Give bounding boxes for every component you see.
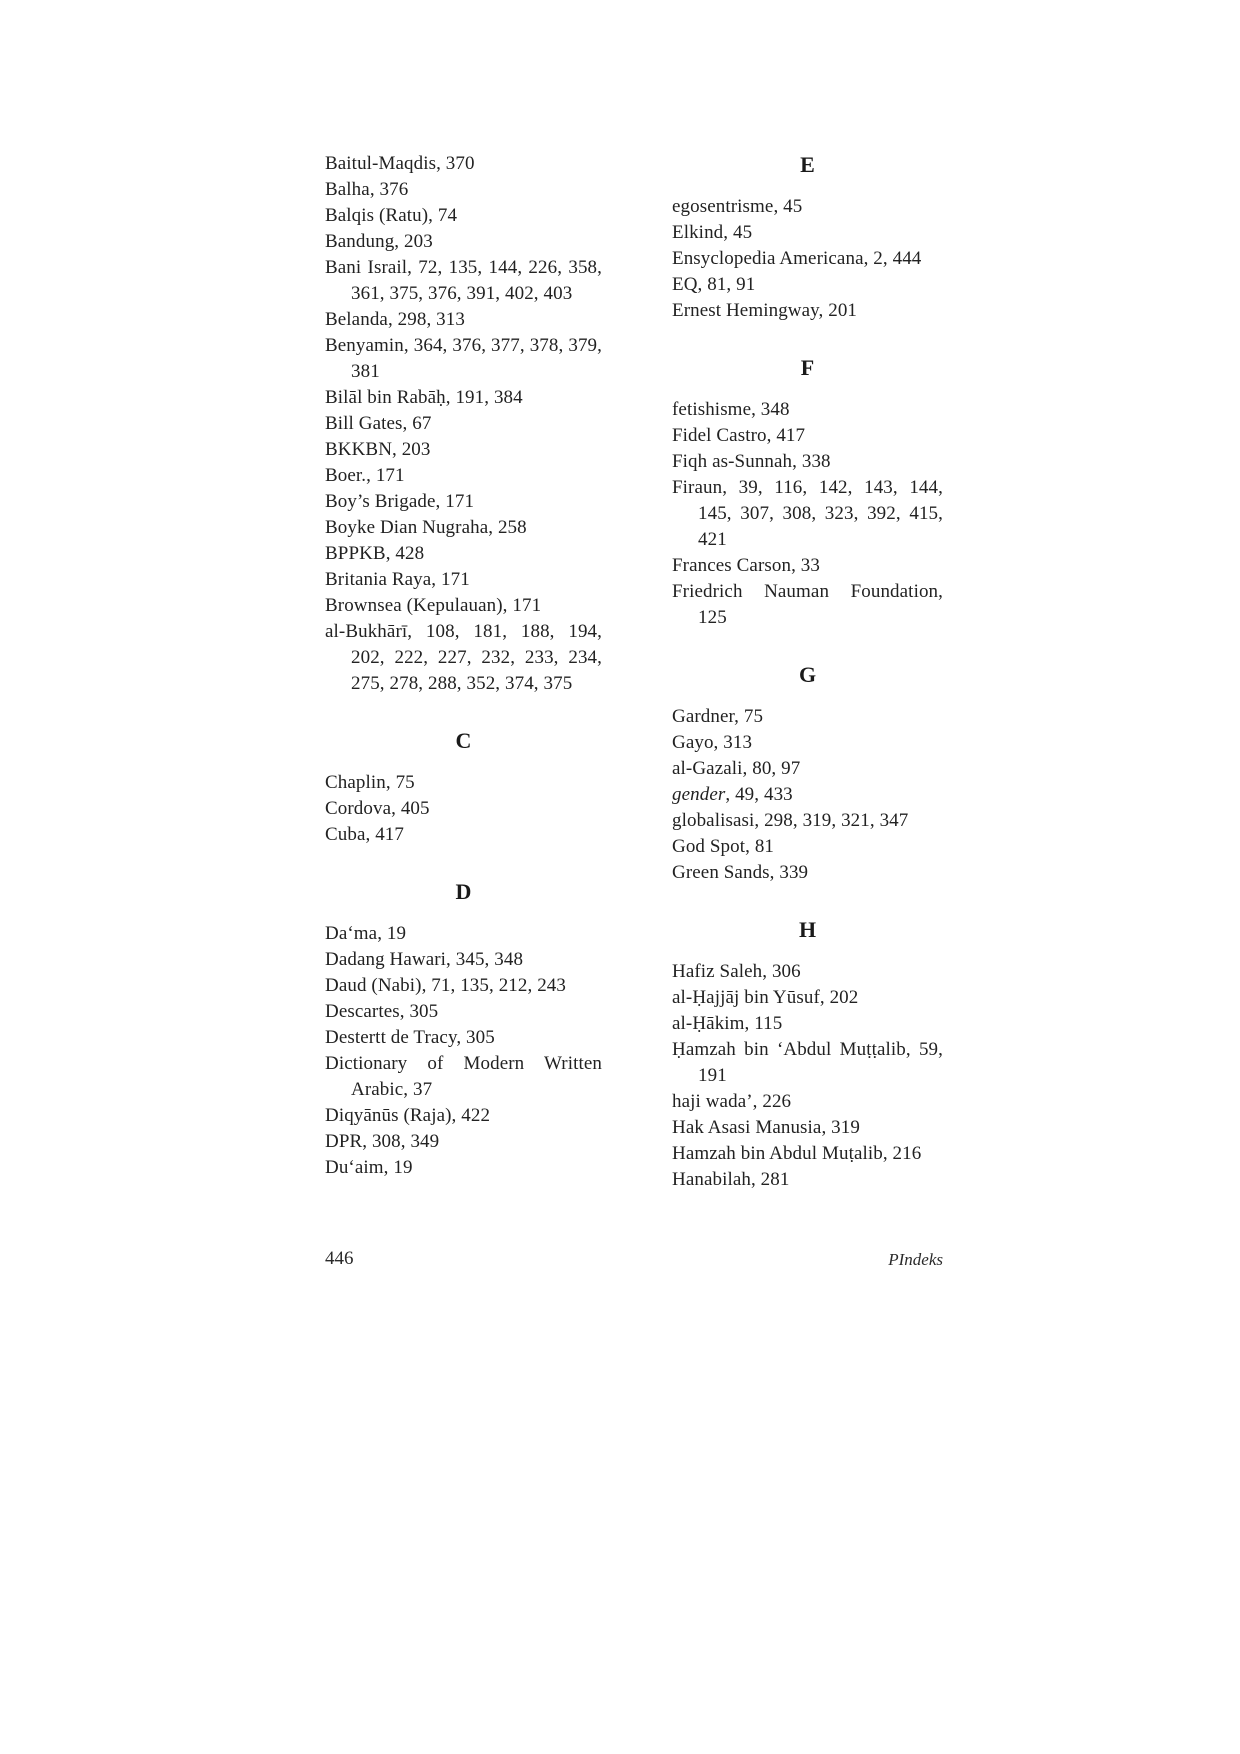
index-section-g — [672, 661, 943, 886]
index-entry: Dadang Hawari, 345, 348 — [325, 949, 524, 970]
index-entry: Daud (Nabi), 71, 135, 212, 243 — [325, 975, 566, 996]
index-entry-term-italic: gender — [672, 784, 726, 805]
index-entry: God Spot, 81 — [672, 836, 775, 857]
index-entry: Boy’s Brigade, 171 — [325, 491, 475, 512]
index-entry: BPPKB, 428 — [325, 543, 425, 564]
index-entry: Descartes, 305 — [325, 1001, 439, 1022]
index-entry: Balha, 376 — [325, 179, 409, 200]
index-entry: Bilāl bin Rabāḥ, 191, 384 — [325, 387, 523, 408]
index-entry: Bill Gates, 67 — [325, 413, 432, 434]
footer-running-title: PIndeks — [888, 1250, 943, 1269]
index-section-f — [672, 354, 943, 631]
index-entry: Diqyānūs (Raja), 422 — [325, 1105, 491, 1126]
section-letter-heading: E — [800, 152, 815, 177]
index-entry: al-Gazali, 80, 97 — [672, 758, 801, 779]
index-entry: Hak Asasi Manusia, 319 — [672, 1117, 860, 1138]
index-section-h — [672, 916, 943, 1193]
index-entry: Hafiz Saleh, 306 — [672, 961, 801, 982]
index-entry: Benyamin, 364, 376, 377, 378, 379, 381 — [325, 335, 602, 382]
index-entry: Hanabilah, 281 — [672, 1169, 790, 1190]
section-letter-heading: G — [798, 662, 817, 687]
index-section-continued — [325, 151, 602, 697]
index-entry: Gardner, 75 — [672, 706, 764, 727]
index-entry: fetishisme, 348 — [672, 399, 790, 420]
index-entry: Firaun, 39, 116, 142, 143, 144, 145, 307, 308, 323, 392, 415, 421 — [672, 477, 943, 550]
index-entry: Balqis (Ratu), 74 — [325, 205, 458, 226]
index-entry: Cuba, 417 — [325, 824, 405, 845]
index-entry: egosentrisme, 45 — [672, 196, 803, 217]
index-entry: Britania Raya, 171 — [325, 569, 470, 590]
index-entry: al-Bukhārī, 108, 181, 188, 194, 202, 222, 227, 232, 233, 234, 275, 278, 288, 352, 374, 375 — [325, 621, 602, 694]
index-entry: Cordova, 405 — [325, 798, 430, 819]
index-entry: Bandung, 203 — [325, 231, 433, 252]
index-entry: Destertt de Tracy, 305 — [325, 1027, 495, 1048]
index-entry: BKKBN, 203 — [325, 439, 431, 460]
index-entry: Ensyclopedia Americana, 2, 444 — [672, 248, 922, 269]
index-entry: haji wada’, 226 — [672, 1091, 792, 1112]
index-column-left — [325, 151, 602, 1181]
section-letter-heading: D — [455, 879, 472, 904]
index-section-c — [325, 727, 602, 848]
index-column-right — [672, 151, 943, 1193]
index-entry: Frances Carson, 33 — [672, 555, 820, 576]
index-entry: EQ, 81, 91 — [672, 274, 756, 295]
index-entry: globalisasi, 298, 319, 321, 347 — [672, 810, 909, 831]
index-entry: Fidel Castro, 417 — [672, 425, 806, 446]
index-entry: al-Ḥajjāj bin Yūsuf, 202 — [672, 987, 859, 1008]
index-entry: Friedrich Nauman Foundation, 125 — [672, 581, 943, 628]
section-letter-heading: H — [798, 917, 817, 942]
index-entry: Da‘ma, 19 — [325, 923, 407, 944]
index-entry: Belanda, 298, 313 — [325, 309, 465, 330]
index-entry: Fiqh as-Sunnah, 338 — [672, 451, 831, 472]
index-entry: Elkind, 45 — [672, 222, 753, 243]
index-entry: DPR, 308, 349 — [325, 1131, 440, 1152]
index-entry: Boer., 171 — [325, 465, 405, 486]
section-letter-heading: F — [800, 355, 815, 380]
index-entry: Bani Israil, 72, 135, 144, 226, 358, 361, 375, 376, 391, 402, 403 — [325, 257, 602, 304]
index-entry: al-Ḥākim, 115 — [672, 1013, 783, 1034]
index-entry: Brownsea (Kepulauan), 171 — [325, 595, 542, 616]
index-section-e — [672, 151, 943, 324]
index-entry: Green Sands, 339 — [672, 862, 809, 883]
index-entry: Chaplin, 75 — [325, 772, 415, 793]
section-letter-heading: C — [455, 728, 472, 753]
index-entry: Gayo, 313 — [672, 732, 753, 753]
index-entry: Du‘aim, 19 — [325, 1157, 413, 1178]
index-entry: Baitul-Maqdis, 370 — [325, 153, 475, 174]
index-entry: Boyke Dian Nugraha, 258 — [325, 517, 527, 538]
index-section-d — [325, 878, 602, 1181]
page-number: 446 — [325, 1248, 354, 1269]
index-entry: Ernest Hemingway, 201 — [672, 300, 858, 321]
index-entry: gender, 49, 433 — [672, 784, 793, 805]
index-entry: Hamzah bin Abdul Muṭalib, 216 — [672, 1143, 922, 1164]
index-entry: Ḥamzah bin ‘Abdul Muṭṭalib, 59, 191 — [672, 1039, 943, 1086]
index-entry: Dictionary of Modern Written Arabic, 37 — [325, 1053, 602, 1100]
